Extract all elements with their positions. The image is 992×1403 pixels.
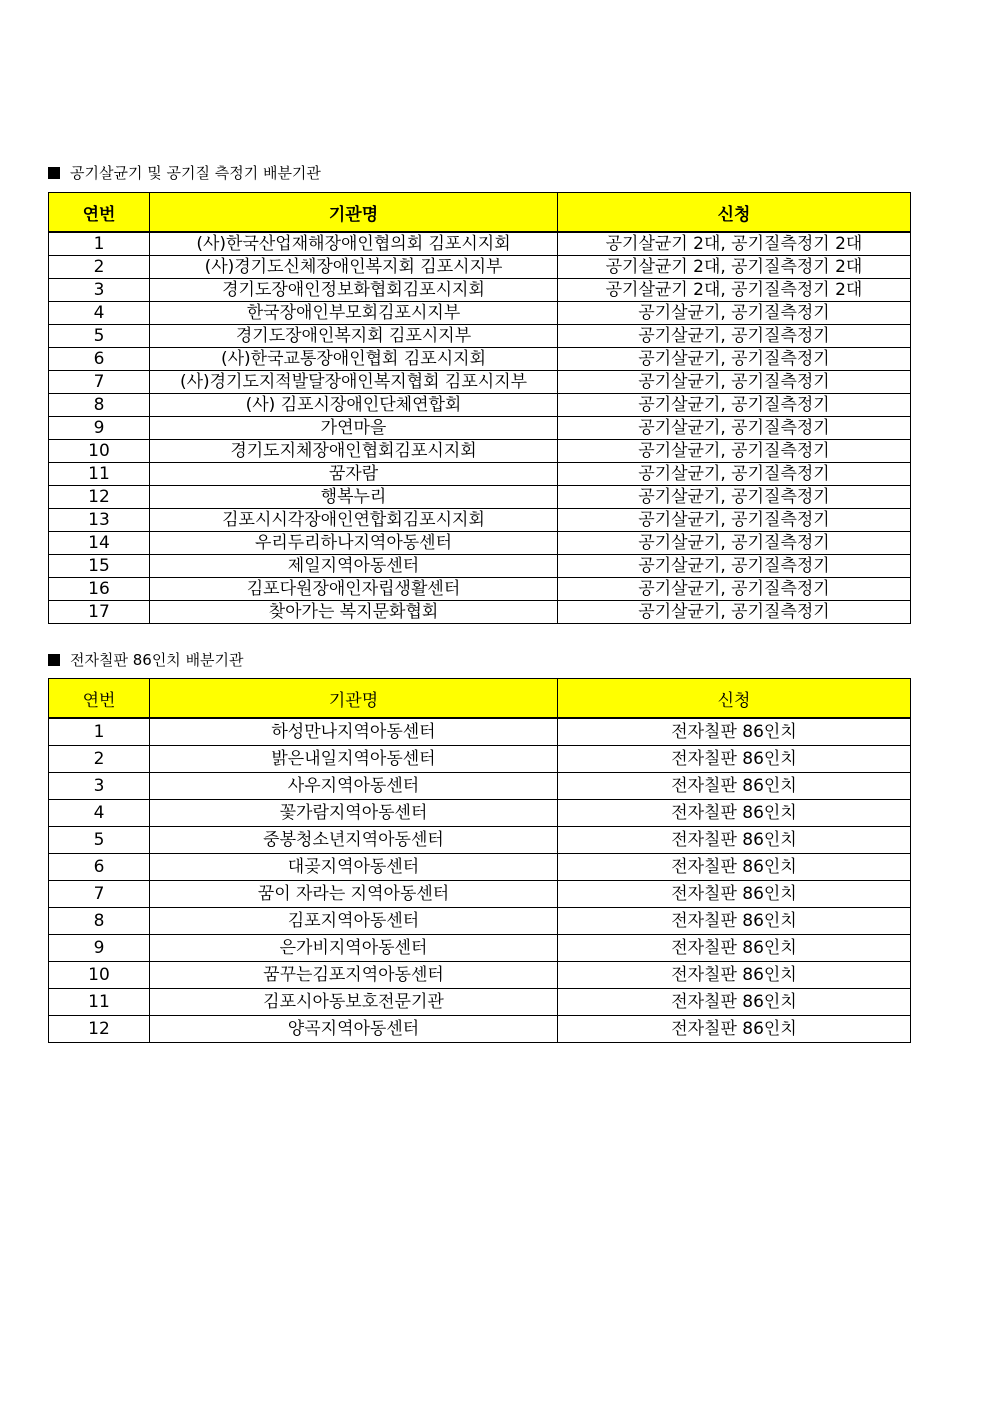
- cell-no: 14: [49, 532, 150, 555]
- cell-institution-name: 밝은내일지역아동센터: [150, 746, 558, 773]
- square-bullet-icon: [48, 654, 60, 666]
- cell-institution-name: 김포다원장애인자립생활센터: [150, 578, 558, 601]
- table-row: [49, 232, 911, 256]
- section-heading-text: 전자칠판 86인치 배분기관: [70, 651, 244, 669]
- cell-request: 공기살균기, 공기질측정기: [558, 463, 911, 486]
- table-row: [49, 279, 911, 302]
- cell-institution-name: 제일지역아동센터: [150, 555, 558, 578]
- cell-request: 공기살균기 2대, 공기질측정기 2대: [558, 256, 911, 279]
- cell-no: 13: [49, 509, 150, 532]
- cell-request: 공기살균기 2대, 공기질측정기 2대: [558, 279, 911, 302]
- smart-board-distribution-table: [48, 678, 911, 1043]
- cell-request: 전자칠판 86인치: [558, 881, 911, 908]
- section-heading-smart-board: [48, 650, 244, 670]
- table-row: [49, 935, 911, 962]
- table-row: [49, 256, 911, 279]
- table-row: [49, 908, 911, 935]
- table-row: [49, 302, 911, 325]
- cell-institution-name: 은가비지역아동센터: [150, 935, 558, 962]
- cell-no: 7: [49, 881, 150, 908]
- table-header-row: [49, 193, 911, 233]
- table-row: [49, 962, 911, 989]
- cell-institution-name: (사) 김포시장애인단체연합회: [150, 394, 558, 417]
- cell-request: 전자칠판 86인치: [558, 854, 911, 881]
- cell-no: 10: [49, 962, 150, 989]
- cell-institution-name: (사)경기도신체장애인복지회 김포시지부: [150, 256, 558, 279]
- header-request: 신청: [558, 193, 911, 233]
- cell-institution-name: 꿈이 자라는 지역아동센터: [150, 881, 558, 908]
- cell-institution-name: 사우지역아동센터: [150, 773, 558, 800]
- cell-no: 4: [49, 800, 150, 827]
- cell-request: 전자칠판 86인치: [558, 827, 911, 854]
- cell-no: 2: [49, 746, 150, 773]
- cell-institution-name: 꿈꾸는김포지역아동센터: [150, 962, 558, 989]
- cell-request: 전자칠판 86인치: [558, 908, 911, 935]
- header-request: 신청: [558, 679, 911, 719]
- cell-request: 전자칠판 86인치: [558, 962, 911, 989]
- cell-request: 전자칠판 86인치: [558, 746, 911, 773]
- cell-no: 10: [49, 440, 150, 463]
- cell-no: 9: [49, 417, 150, 440]
- cell-request: 공기살균기, 공기질측정기: [558, 532, 911, 555]
- table-header-row: [49, 679, 911, 719]
- header-name: 기관명: [150, 679, 558, 719]
- cell-institution-name: (사)경기도지적발달장애인복지협회 김포시지부: [150, 371, 558, 394]
- cell-no: 5: [49, 827, 150, 854]
- cell-no: 5: [49, 325, 150, 348]
- air-device-distribution-table: [48, 192, 911, 624]
- cell-institution-name: 경기도장애인복지회 김포시지부: [150, 325, 558, 348]
- cell-institution-name: 한국장애인부모회김포시지부: [150, 302, 558, 325]
- cell-request: 공기살균기, 공기질측정기: [558, 302, 911, 325]
- table-row: [49, 773, 911, 800]
- table-row: [49, 601, 911, 624]
- table-row: [49, 718, 911, 746]
- table-row: [49, 854, 911, 881]
- table-row: [49, 371, 911, 394]
- cell-institution-name: 김포지역아동센터: [150, 908, 558, 935]
- cell-request: 전자칠판 86인치: [558, 718, 911, 746]
- cell-no: 7: [49, 371, 150, 394]
- cell-no: 12: [49, 1016, 150, 1043]
- cell-no: 16: [49, 578, 150, 601]
- cell-institution-name: 대곶지역아동센터: [150, 854, 558, 881]
- cell-request: 전자칠판 86인치: [558, 989, 911, 1016]
- cell-request: 전자칠판 86인치: [558, 1016, 911, 1043]
- cell-institution-name: 꿈자람: [150, 463, 558, 486]
- cell-no: 8: [49, 394, 150, 417]
- table-row: [49, 827, 911, 854]
- cell-request: 공기살균기, 공기질측정기: [558, 555, 911, 578]
- table-row: [49, 325, 911, 348]
- cell-no: 6: [49, 348, 150, 371]
- table-row: [49, 881, 911, 908]
- cell-institution-name: (사)한국교통장애인협회 김포시지회: [150, 348, 558, 371]
- cell-institution-name: 경기도장애인정보화협회김포시지회: [150, 279, 558, 302]
- header-no: 연번: [49, 679, 150, 719]
- cell-request: 공기살균기, 공기질측정기: [558, 325, 911, 348]
- cell-request: 공기살균기, 공기질측정기: [558, 348, 911, 371]
- table-row: [49, 555, 911, 578]
- cell-request: 공기살균기, 공기질측정기: [558, 371, 911, 394]
- cell-no: 6: [49, 854, 150, 881]
- table-row: [49, 486, 911, 509]
- section-heading-air-devices: [48, 163, 321, 183]
- table-row: [49, 463, 911, 486]
- cell-institution-name: 경기도지체장애인협회김포시지회: [150, 440, 558, 463]
- cell-institution-name: 꽃가람지역아동센터: [150, 800, 558, 827]
- table-row: [49, 348, 911, 371]
- table-row: [49, 1016, 911, 1043]
- cell-institution-name: 김포시시각장애인연합회김포시지회: [150, 509, 558, 532]
- header-no: 연번: [49, 193, 150, 233]
- cell-no: 15: [49, 555, 150, 578]
- cell-no: 17: [49, 601, 150, 624]
- cell-institution-name: 중봉청소년지역아동센터: [150, 827, 558, 854]
- table-row: [49, 989, 911, 1016]
- cell-request: 공기살균기, 공기질측정기: [558, 486, 911, 509]
- cell-institution-name: 김포시아동보호전문기관: [150, 989, 558, 1016]
- table-row: [49, 532, 911, 555]
- cell-institution-name: 가연마을: [150, 417, 558, 440]
- table-row: [49, 440, 911, 463]
- cell-no: 1: [49, 232, 150, 256]
- cell-no: 12: [49, 486, 150, 509]
- cell-request: 공기살균기, 공기질측정기: [558, 417, 911, 440]
- cell-no: 4: [49, 302, 150, 325]
- cell-institution-name: 하성만나지역아동센터: [150, 718, 558, 746]
- cell-no: 11: [49, 463, 150, 486]
- cell-request: 전자칠판 86인치: [558, 935, 911, 962]
- cell-request: 전자칠판 86인치: [558, 800, 911, 827]
- header-name: 기관명: [150, 193, 558, 233]
- cell-no: 3: [49, 773, 150, 800]
- table-row: [49, 578, 911, 601]
- cell-no: 9: [49, 935, 150, 962]
- cell-institution-name: 행복누리: [150, 486, 558, 509]
- table-row: [49, 746, 911, 773]
- cell-no: 11: [49, 989, 150, 1016]
- cell-request: 공기살균기 2대, 공기질측정기 2대: [558, 232, 911, 256]
- cell-request: 공기살균기, 공기질측정기: [558, 394, 911, 417]
- cell-request: 공기살균기, 공기질측정기: [558, 601, 911, 624]
- cell-request: 전자칠판 86인치: [558, 773, 911, 800]
- cell-request: 공기살균기, 공기질측정기: [558, 509, 911, 532]
- cell-institution-name: 우리두리하나지역아동센터: [150, 532, 558, 555]
- cell-no: 8: [49, 908, 150, 935]
- cell-institution-name: (사)한국산업재해장애인협의회 김포시지회: [150, 232, 558, 256]
- table-row: [49, 800, 911, 827]
- cell-no: 1: [49, 718, 150, 746]
- cell-no: 2: [49, 256, 150, 279]
- cell-request: 공기살균기, 공기질측정기: [558, 578, 911, 601]
- square-bullet-icon: [48, 167, 60, 179]
- cell-institution-name: 찾아가는 복지문화협회: [150, 601, 558, 624]
- cell-no: 3: [49, 279, 150, 302]
- table-row: [49, 509, 911, 532]
- cell-institution-name: 양곡지역아동센터: [150, 1016, 558, 1043]
- table-row: [49, 394, 911, 417]
- table-row: [49, 417, 911, 440]
- cell-request: 공기살균기, 공기질측정기: [558, 440, 911, 463]
- section-heading-text: 공기살균기 및 공기질 측정기 배분기관: [70, 164, 321, 182]
